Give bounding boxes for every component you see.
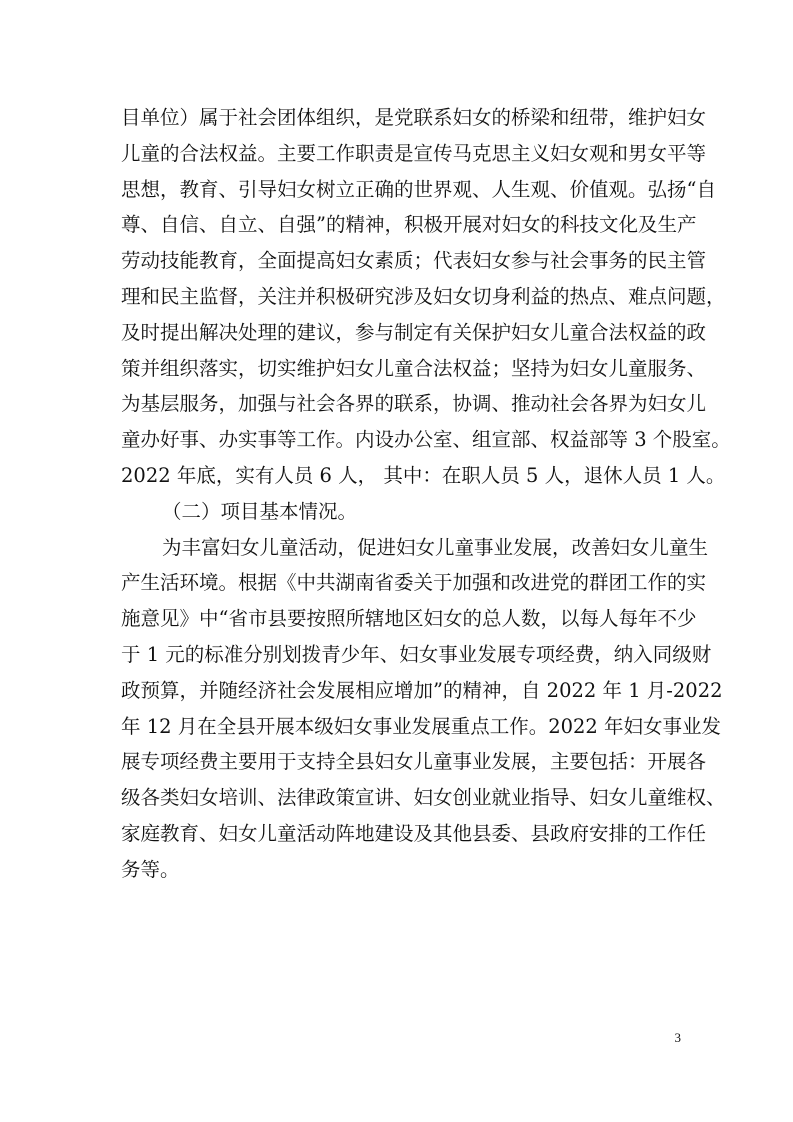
text-line: 儿童的合法权益。主要工作职责是宣传马克思主义妇女观和男女平等 xyxy=(121,141,707,165)
text-line: 年 12 月在全县开展本级妇女事业发展重点工作。2022 年妇女事业发 xyxy=(121,714,722,738)
text-line: 劳动技能教育，全面提高妇女素质；代表妇女参与社会事务的民主管 xyxy=(121,249,707,273)
text-line: 务等。 xyxy=(121,857,180,881)
text-line: 产生活环境。根据《中共湖南省委关于加强和改进党的群团工作的实 xyxy=(121,571,707,595)
section-heading: （二）项目基本情况。 xyxy=(162,499,358,523)
body-text xyxy=(121,100,731,888)
text-line: 施意见》中“省市县要按照所辖地区妇女的总人数，以每人每年不少 xyxy=(121,607,697,631)
text-line: 尊、自信、自立、自强”的精神，积极开展对妇女的科技文化及生产 xyxy=(121,213,697,237)
text-line: 级各类妇女培训、法律政策宣讲、妇女创业就业指导、妇女儿童维权、 xyxy=(121,786,726,810)
page-number: 3 xyxy=(674,1030,681,1045)
text-line: 于 1 元的标准分别划拨青少年、妇女事业发展专项经费，纳入同级财 xyxy=(121,642,712,666)
text-line: 家庭教育、妇女儿童活动阵地建设及其他县委、县政府安排的工作任 xyxy=(121,821,707,845)
text-line: 目单位）属于社会团体组织，是党联系妇女的桥梁和纽带，维护妇女 xyxy=(121,106,707,129)
text-line: 政预算，并随经济社会发展相应增加”的精神，自 2022 年 1 月-2022 xyxy=(121,678,723,702)
text-line: 策并组织落实，切实维护妇女儿童合法权益；坚持为妇女儿童服务、 xyxy=(121,356,707,380)
text-line: 为丰富妇女儿童活动，促进妇女儿童事业发展，改善妇女儿童生 xyxy=(162,535,709,559)
text-line: 展专项经费主要用于支持全县妇女儿童事业发展，主要包括：开展各 xyxy=(121,750,707,774)
text-line: 思想，教育、引导妇女树立正确的世界观、人生观、价值观。弘扬“自 xyxy=(121,177,716,201)
text-line: 理和民主监督，关注并积极研究涉及妇女切身利益的热点、难点问题， xyxy=(121,284,726,308)
text-line: 为基层服务，加强与社会各界的联系，协调、推动社会各界为妇女儿 xyxy=(121,392,707,416)
text-line: 2022 年底，实有人员 6 人， 其中：在职人员 5 人，退休人员 1 人。 xyxy=(121,463,726,487)
text-line: 及时提出解决处理的建议，参与制定有关保护妇女儿童合法权益的政 xyxy=(121,320,707,344)
text-line: 童办好事、办实事等工作。内设办公室、组宣部、权益部等 3 个股室。 xyxy=(121,428,731,452)
